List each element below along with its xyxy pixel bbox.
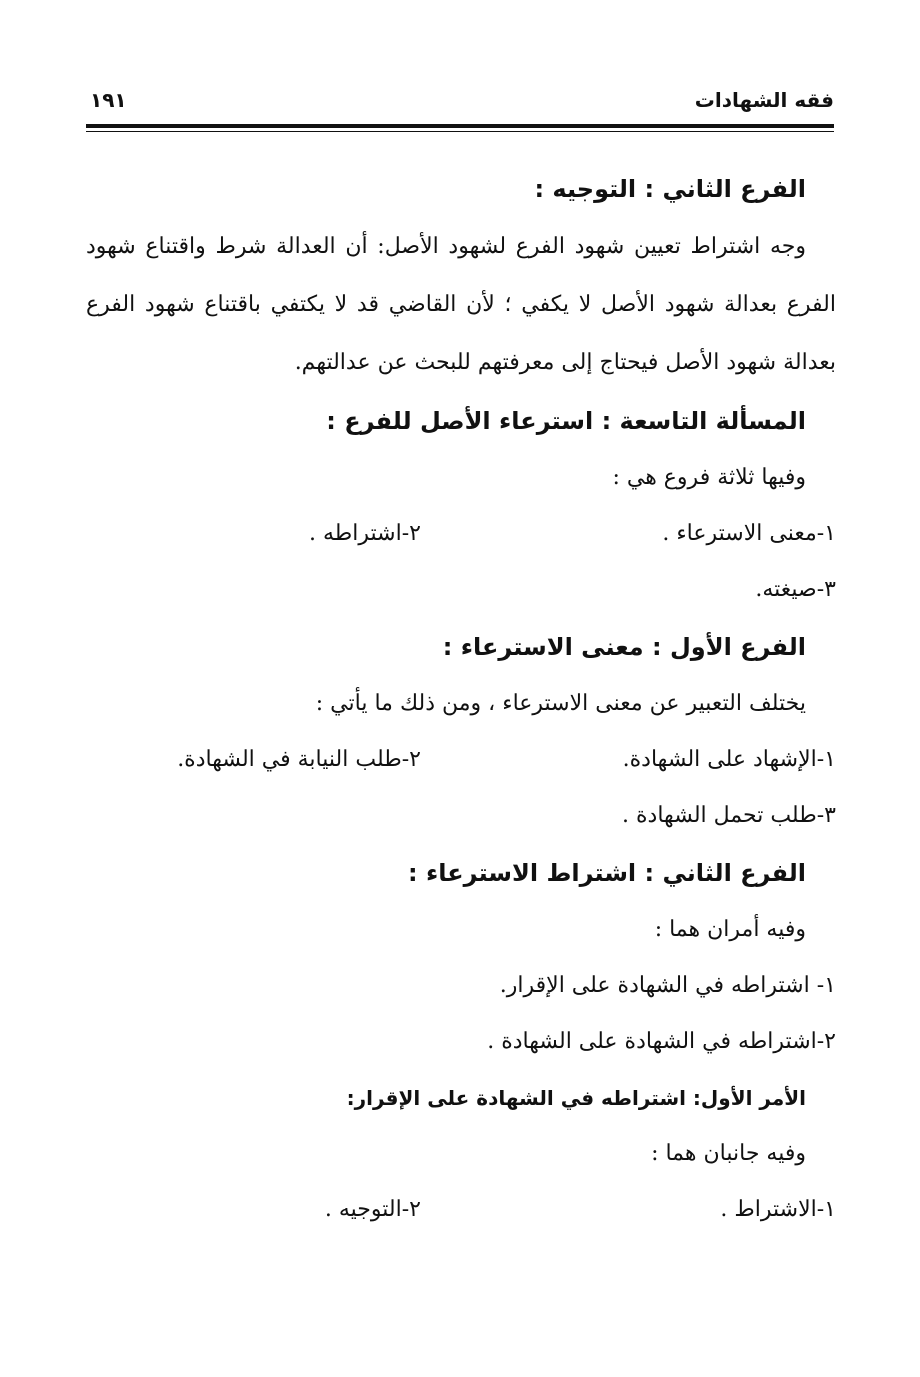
- list-item-maana-2: ٢-طلب النيابة في الشهادة.: [177, 747, 421, 772]
- subsection-heading-amr-awwal: الأمر الأول: اشتراطه في الشهادة على الإقرار:: [346, 1086, 806, 1110]
- list-item-maana-1: ١-الإشهاد على الشهادة.: [622, 747, 836, 772]
- list-item-furu-3: ٣-صيغته.: [755, 577, 836, 602]
- list-item-amr-1: ١- اشتراطه في الشهادة على الإقرار.: [499, 973, 836, 998]
- section-heading-tawjih: الفرع الثاني : التوجيه :: [534, 175, 806, 203]
- list-row-furu: [86, 506, 836, 562]
- list-item-furu-2: ٢-اشتراطه .: [309, 521, 421, 546]
- list-row-janiban: [86, 1182, 836, 1238]
- page-number: ١٩١: [90, 88, 127, 112]
- paragraph-tawjih: [86, 218, 836, 392]
- running-title: فقه الشهادات: [694, 88, 834, 112]
- intro-amran: وفيه أمران هما :: [654, 917, 806, 942]
- list-item-amr-2: ٢-اشتراطه في الشهادة على الشهادة .: [487, 1029, 836, 1054]
- paragraph-tawjih-text: وجه اشتراط تعيين شهود الفرع لشهود الأصل: أن العدالة شرط واقتناع شهود الفرع بعدالة شهود الأصل لا يكفي ؛ لأن القاضي قد لا يكتفي باقتناع شهود الفرع بعدالة شهود الأصل فيحتاج إلى معرفتهم للبحث عن عدالتهم.: [86, 234, 836, 375]
- section-heading-furu-awwal: الفرع الأول : معنى الاسترعاء :: [442, 633, 806, 661]
- intro-janiban: وفيه جانبان هما :: [651, 1141, 806, 1166]
- page-header: [86, 88, 834, 118]
- section-heading-masala: المسألة التاسعة : استرعاء الأصل للفرع :: [326, 407, 806, 435]
- list-item-furu-1: ١-معنى الاسترعاء .: [662, 521, 836, 546]
- list-row-maana: [86, 732, 836, 788]
- intro-maana: يختلف التعبير عن معنى الاسترعاء ، ومن ذلك ما يأتي :: [315, 691, 806, 716]
- header-rule-thin: [86, 131, 834, 132]
- list-item-janib-2: ٢-التوجيه .: [324, 1197, 421, 1222]
- page-body: [86, 160, 836, 1238]
- list-item-maana-3: ٣-طلب تحمل الشهادة .: [622, 803, 836, 828]
- intro-furu: وفيها ثلاثة فروع هي :: [612, 465, 806, 490]
- section-heading-furu-thani: الفرع الثاني : اشتراط الاسترعاء :: [408, 859, 806, 887]
- header-rule-thick: [86, 124, 834, 128]
- list-item-janib-1: ١-الاشتراط .: [720, 1197, 836, 1222]
